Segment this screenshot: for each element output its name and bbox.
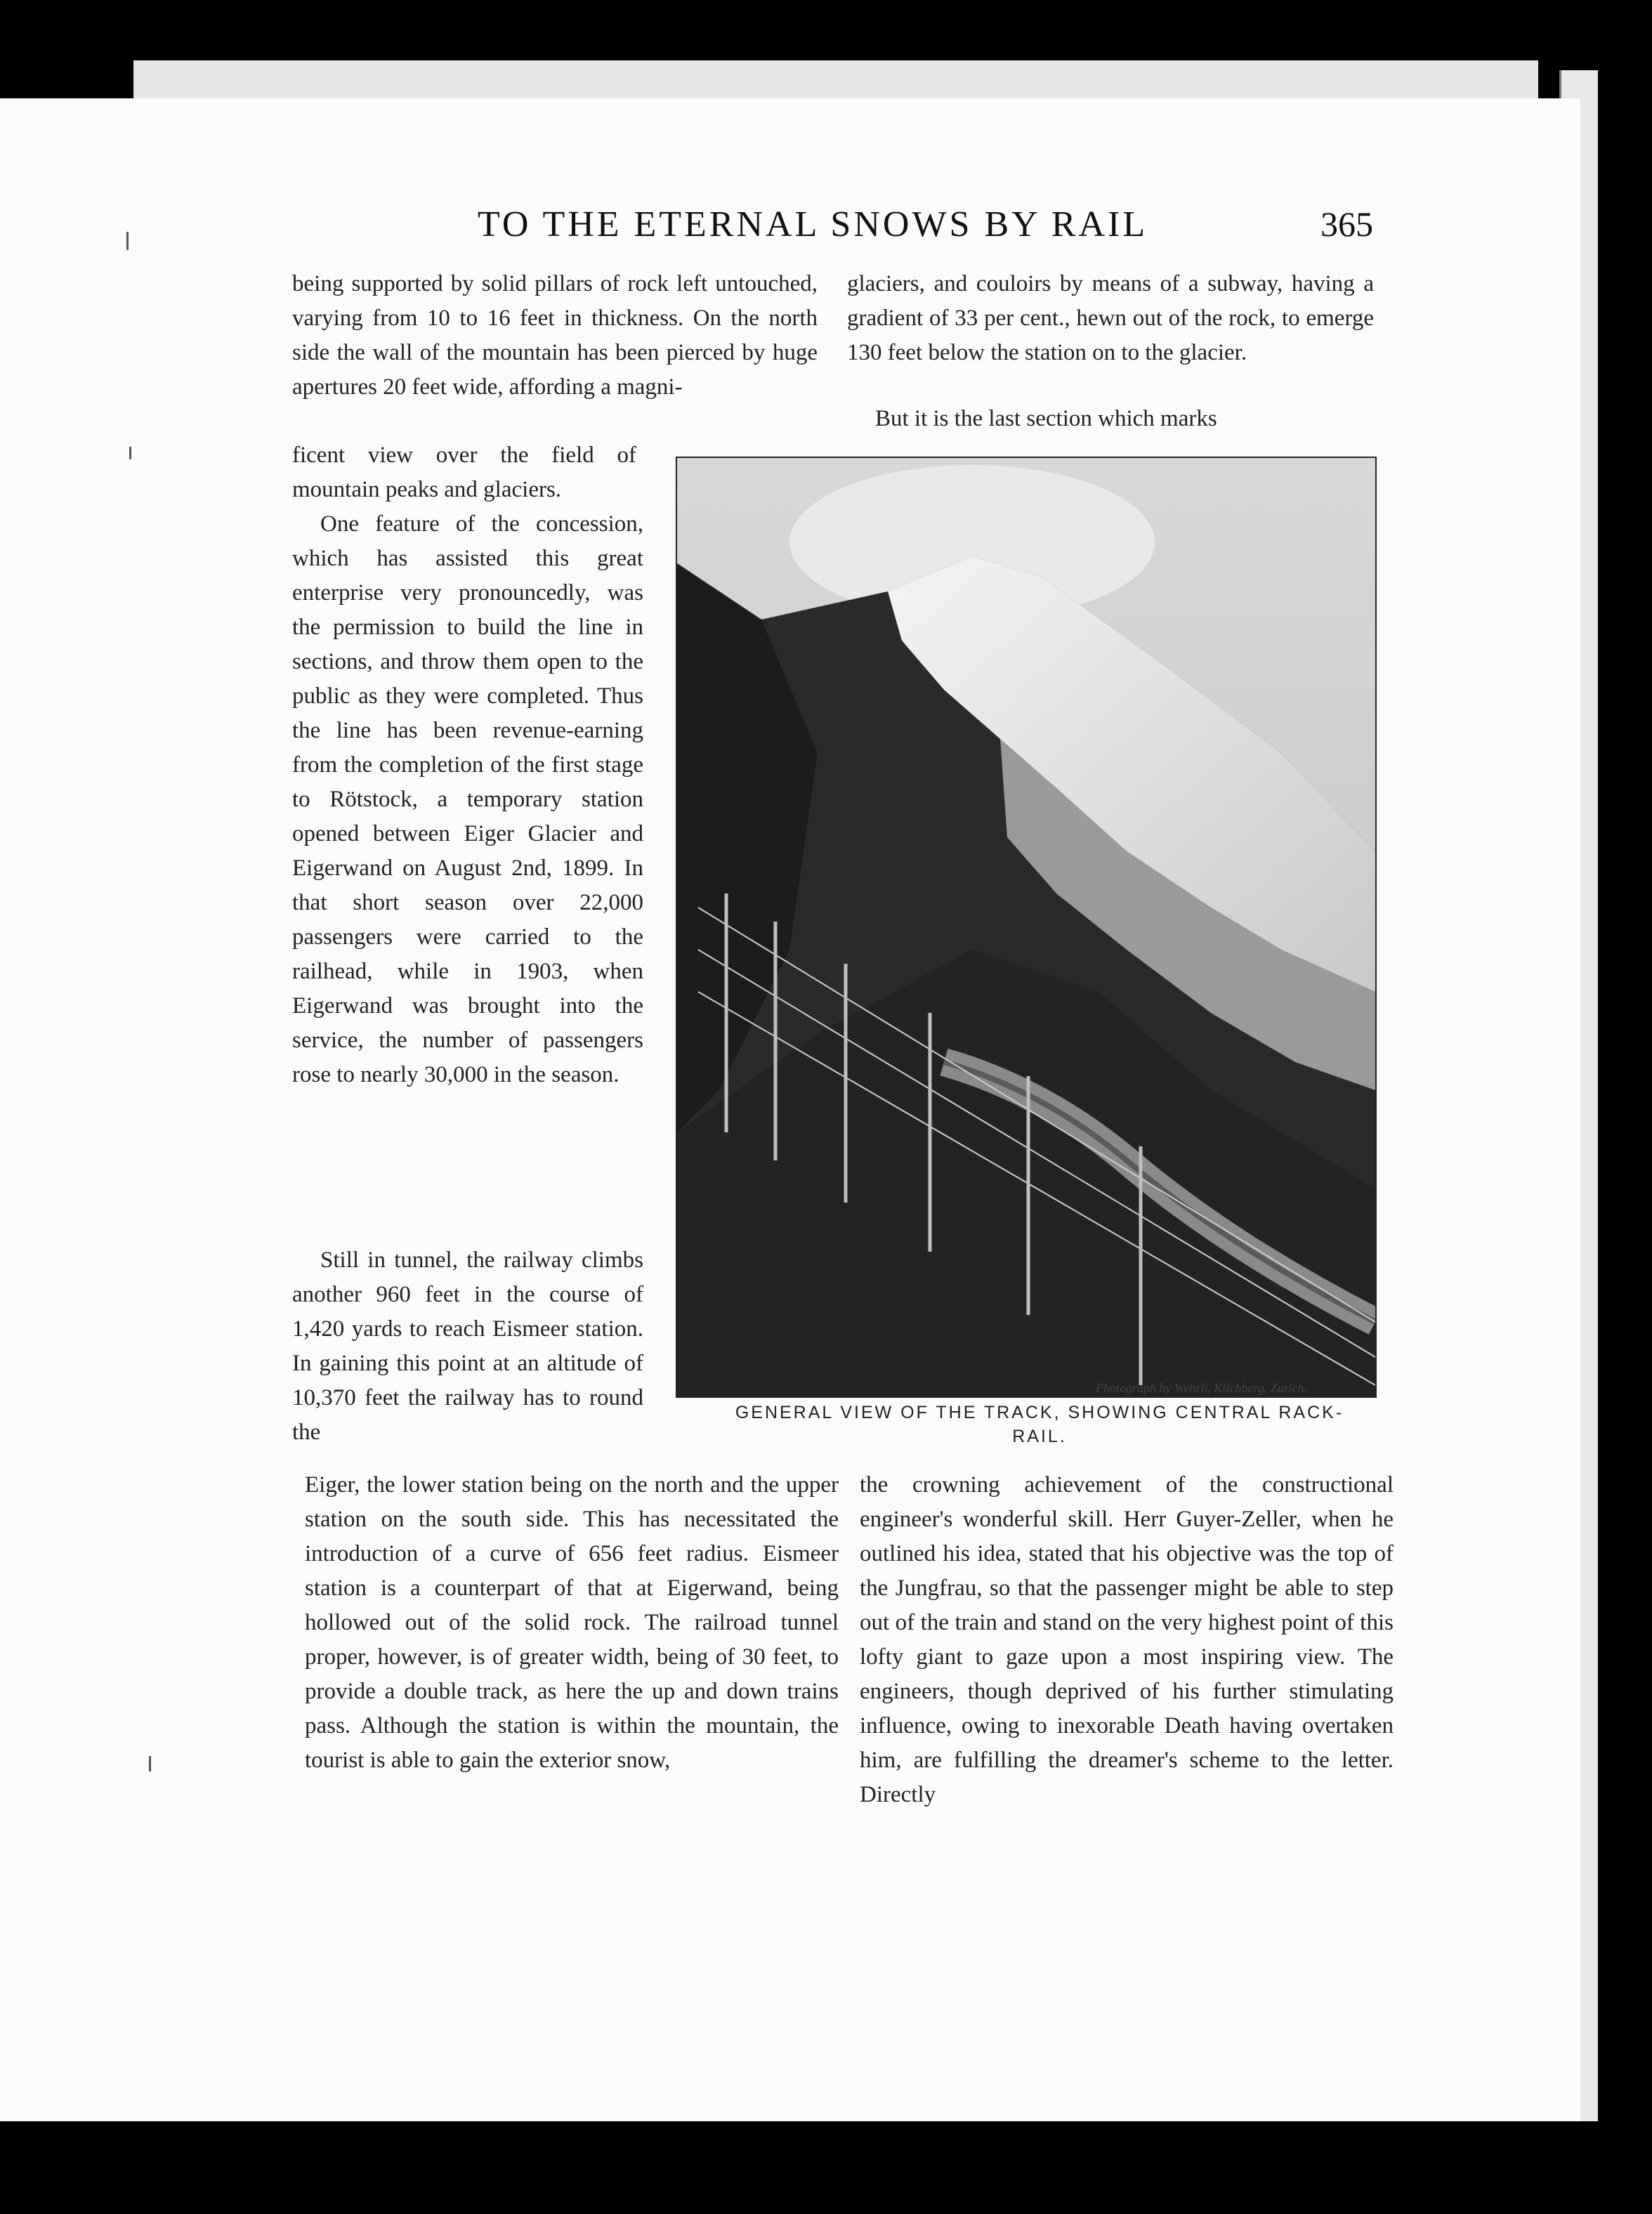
margin-mark [149, 1756, 151, 1771]
book-page [0, 98, 1580, 2121]
photo-credit: Photograph by Wehrli, Kilchberg, Zurich. [1096, 1381, 1308, 1395]
paragraph-right-bottom: the crowning achievement of the constructional engineer's wonderful skill. Herr Guyer-Zeller, when he outlined his idea, stated that his objective was the top of the Jungfrau, so that the passenger might be able to step out of the train and stand on the very highest point of this lofty giant to gaze upon a most inspiring view. The engineers, though deprived of his further stimulating influence, owing to inexorable Death having overtaken him, are fulfilling the dreamer's scheme to the letter. Directly [860, 1472, 1394, 1807]
paragraph-eismeer: Still in tunnel, the railway climbs another 960 feet in the course of 1,420 yards to reach Eismeer station. In gaining this point at an altitude of 10,370 feet the railway has to round the [292, 1247, 643, 1445]
paragraph-left-bottom: Eiger, the lower station being on the north and the upper station on the south side. This has necessitated the introduction of a curve of 656 feet radius. Eismeer station is a counterpart of that at Eigerwand, being hollowed out of the solid rock. The railroad tunnel proper, however, is of greater width, being of 30 feet, to provide a double track, as here the up and down trains pass. Although the station is within the mountain, the tourist is able to gain the exterior snow, [305, 1472, 839, 1773]
margin-mark [129, 447, 131, 459]
paragraph-left-continuation: ficent view over the field of mountain peaks and glaciers. [292, 443, 636, 502]
page-number: 365 [1320, 204, 1373, 244]
paragraph-left-top: being supported by solid pillars of rock left untouched, varying from 10 to 16 feet in thickness. On the north side the wall of the mountain has been pierced by huge apertures 20 feet wide, affording a magni- [292, 271, 818, 400]
margin-mark [126, 232, 129, 250]
mountain-photograph [676, 457, 1377, 1398]
running-title: TO THE ETERNAL SNOWS BY RAIL [478, 204, 1148, 244]
paragraph-right-top: glaciers, and couloirs by means of a subway, having a gradient of 33 per cent., hewn out of the rock, to emerge 130 feet below the station on to the glacier. [847, 271, 1374, 365]
paragraph-concession: One feature of the concession, which has assisted this great enterprise very pronouncedly, was the permission to build the line in sections, and throw them open to the public as they were completed. Thus the line has been revenue-earning from the completion of the first stage to Rötstock, a temporary station opened between Eiger Glacier and Eigerwand on August 2nd, 1899. In that short season over 22,000 passengers were carried to the railhead, while in 1903, when Eigerwand was brought into the service, the number of passengers rose to nearly 30,000 in the season. [292, 511, 643, 1087]
figure-caption: GENERAL VIEW OF THE TRACK, SHOWING CENTRAL RACK-RAIL. [735, 1403, 1344, 1446]
paragraph-last-section: But it is the last section which marks [875, 406, 1217, 431]
